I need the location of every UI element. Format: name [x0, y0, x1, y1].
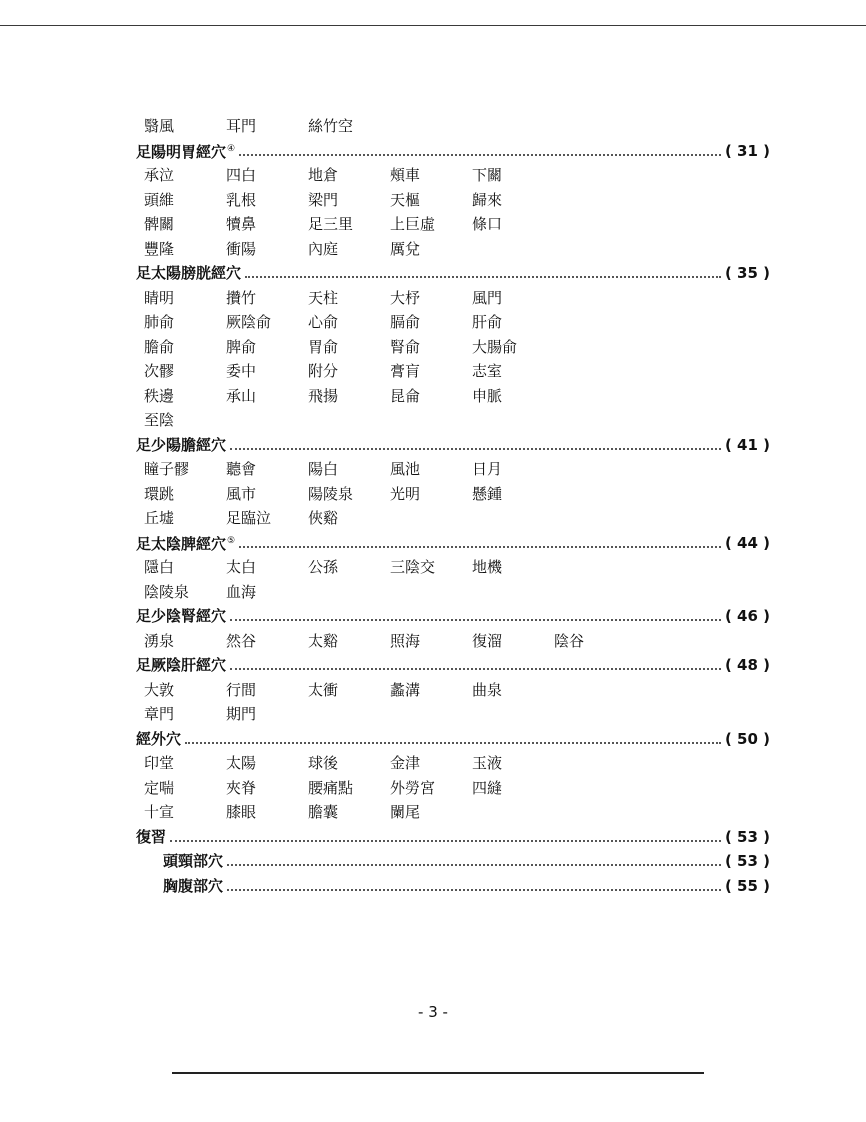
acupoint-name: 聽會 [226, 460, 257, 478]
acupoint-row [136, 800, 770, 825]
acupoint-row [136, 776, 770, 801]
acupoint-name: 膈俞 [390, 313, 421, 331]
toc-entry [136, 849, 770, 874]
dot-leader [239, 154, 721, 156]
dot-leader [227, 864, 721, 866]
acupoint-name: 大腸俞 [472, 337, 518, 356]
acupoint-name: 十宣 [144, 803, 175, 821]
acupoint-name: 懸鍾 [472, 484, 503, 503]
dot-leader [185, 742, 721, 744]
acupoint-name: 大敦 [144, 680, 175, 699]
page-reference: ( 50 ) [724, 729, 770, 748]
acupoint-name: 攢竹 [226, 288, 257, 307]
acupoint-name: 厲兌 [390, 239, 421, 258]
page-reference: ( 55 ) [724, 876, 770, 895]
acupoint-name: 陰谷 [554, 631, 585, 650]
acupoint-name: 期門 [226, 705, 257, 723]
section-title [136, 653, 226, 678]
acupoint-name: 天柱 [308, 288, 339, 307]
toc-entry-line [136, 825, 770, 850]
section-title [163, 874, 223, 899]
acupoint-name: 足三里 [308, 215, 354, 233]
acupoint-name: 膽囊 [308, 803, 339, 821]
dot-leader [230, 448, 721, 450]
section-title-text: 足少陽膽經穴 [136, 435, 227, 454]
dot-leader [230, 619, 721, 621]
toc-entry-line [136, 529, 770, 557]
acupoint-row [136, 163, 770, 188]
acupoint-row [136, 212, 770, 237]
acupoint-name: 血海 [226, 582, 257, 601]
acupoint-row [136, 555, 770, 580]
toc-entry-line [136, 433, 770, 458]
table-of-contents [136, 114, 770, 898]
acupoint-row [136, 482, 770, 507]
acupoint-name: 肝俞 [472, 313, 503, 331]
section-title-text: 足厥陰肝經穴 [136, 656, 227, 674]
acupoint-row [136, 678, 770, 703]
toc-entry-line [136, 727, 770, 752]
acupoint-row [136, 286, 770, 311]
toc-entry-line [136, 849, 770, 874]
bottom-rule [172, 1072, 704, 1074]
acupoint-row [136, 702, 770, 727]
acupoint-name: 次髎 [144, 362, 175, 380]
acupoint-name: 外勞宮 [390, 778, 436, 797]
acupoint-name: 陽白 [308, 460, 339, 478]
acupoint-name: 膽俞 [144, 337, 175, 356]
acupoint-row [136, 359, 770, 384]
section-title-text: 足太陽膀胱經穴 [136, 264, 242, 282]
page-reference: ( 48 ) [724, 656, 770, 674]
toc-entry-line [136, 604, 770, 629]
acupoint-name: 太衝 [308, 680, 339, 699]
acupoint-row [136, 629, 770, 654]
acupoint-name: 闌尾 [390, 803, 421, 821]
section-title-text: 復習 [136, 827, 167, 846]
acupoint-name: 太陽 [226, 754, 257, 772]
acupoint-name: 蠡溝 [390, 680, 421, 699]
toc-entry [136, 531, 770, 556]
toc-entry [136, 874, 770, 899]
acupoint-name: 太白 [226, 558, 257, 576]
acupoint-name: 犢鼻 [226, 215, 257, 233]
acupoint-name: 四白 [226, 166, 257, 184]
acupoint-name: 印堂 [144, 754, 175, 772]
acupoint-name: 絲竹空 [308, 117, 354, 135]
acupoint-name: 胃俞 [308, 337, 339, 356]
acupoint-row [136, 580, 770, 605]
acupoint-name: 膝眼 [226, 803, 257, 821]
section-title [136, 825, 166, 850]
acupoint-name: 地倉 [308, 166, 339, 184]
acupoint-name: 太谿 [308, 631, 339, 650]
acupoint-name: 條口 [472, 215, 503, 233]
acupoint-name: 衝陽 [226, 239, 257, 258]
acupoint-name: 至陰 [144, 411, 175, 429]
acupoint-row [136, 457, 770, 482]
section-title-text: 足少陰腎經穴 [136, 607, 227, 625]
toc-entry [136, 139, 770, 164]
acupoint-name: 歸來 [472, 190, 503, 209]
acupoint-name: 風池 [390, 460, 421, 478]
acupoint-name: 腎俞 [390, 337, 421, 356]
acupoint-name: 內庭 [308, 239, 339, 258]
acupoint-name: 夾脊 [226, 778, 257, 797]
acupoint-name: 翳風 [144, 117, 175, 135]
acupoint-row [136, 506, 770, 531]
acupoint-name: 髀關 [144, 215, 175, 233]
acupoint-name: 承泣 [144, 166, 175, 184]
acupoint-name: 風市 [226, 484, 257, 503]
toc-entry [136, 825, 770, 850]
acupoint-name: 球後 [308, 754, 339, 772]
toc-entry-line [136, 874, 770, 899]
acupoint-row [136, 310, 770, 335]
acupoint-name: 心俞 [308, 313, 339, 331]
page-reference: ( 53 ) [724, 852, 770, 870]
acupoint-name: 行間 [226, 680, 257, 699]
dot-leader [170, 840, 721, 842]
acupoint-name: 曲泉 [472, 680, 503, 699]
toc-entry-line [136, 261, 770, 286]
acupoint-name: 腰痛點 [308, 778, 354, 797]
dot-leader [227, 889, 721, 891]
acupoint-name: 膏肓 [390, 362, 421, 380]
acupoint-name: 委中 [226, 362, 257, 380]
acupoint-name: 申脈 [472, 386, 503, 405]
acupoint-name: 頰車 [390, 166, 421, 184]
page-reference: ( 44 ) [724, 533, 770, 552]
acupoint-name: 照海 [390, 631, 421, 650]
acupoint-name: 附分 [308, 362, 339, 380]
acupoint-name: 飛揚 [308, 386, 339, 405]
acupoint-name: 隱白 [144, 558, 175, 576]
acupoint-name: 昆侖 [390, 386, 421, 405]
acupoint-name: 地機 [472, 558, 503, 576]
acupoint-name: 金津 [390, 754, 421, 772]
dot-leader [245, 276, 721, 278]
page-reference: ( 53 ) [724, 827, 770, 846]
acupoint-row [136, 751, 770, 776]
acupoint-name: 陰陵泉 [144, 582, 190, 601]
section-title-text: 胸腹部穴 [163, 876, 224, 895]
toc-entry [136, 261, 770, 286]
top-rule [0, 25, 866, 26]
acupoint-name: 秩邊 [144, 386, 175, 405]
acupoint-name: 睛明 [144, 288, 175, 307]
toc-entry [136, 653, 770, 678]
toc-entry [136, 433, 770, 458]
section-title [163, 849, 223, 874]
section-title [136, 727, 181, 752]
acupoint-name: 志室 [472, 362, 503, 380]
acupoint-row [136, 188, 770, 213]
section-title [136, 529, 235, 557]
acupoint-name: 四縫 [472, 778, 503, 797]
acupoint-name: 頭維 [144, 190, 175, 209]
section-title-text: 足太陰脾經穴 [136, 535, 227, 553]
page-reference: ( 46 ) [724, 607, 770, 625]
dot-leader [239, 546, 721, 548]
acupoint-name: 定喘 [144, 778, 175, 797]
acupoint-name: 湧泉 [144, 631, 175, 650]
page-reference: ( 31 ) [724, 141, 770, 160]
acupoint-name: 承山 [226, 386, 257, 405]
toc-entry [136, 727, 770, 752]
acupoint-name: 公孫 [308, 558, 339, 576]
toc-entry [136, 604, 770, 629]
acupoint-row [136, 335, 770, 360]
acupoint-name: 梁門 [308, 190, 339, 209]
acupoint-name: 日月 [472, 460, 503, 478]
section-title [136, 604, 226, 629]
page-number: - 3 - [418, 1003, 448, 1021]
footnote-marker: ⑤ [227, 536, 236, 546]
acupoint-name: 豐隆 [144, 239, 175, 258]
acupoint-name: 風門 [472, 288, 503, 307]
acupoint-name: 瞳子髎 [144, 460, 190, 478]
acupoint-name: 厥陰俞 [226, 313, 272, 331]
acupoint-name: 三陰交 [390, 558, 436, 576]
section-title-text: 經外穴 [136, 729, 182, 748]
acupoint-name: 大杼 [390, 288, 421, 307]
acupoint-name: 復溜 [472, 631, 503, 650]
acupoint-name: 然谷 [226, 631, 257, 650]
acupoint-name: 環跳 [144, 484, 175, 503]
acupoint-name: 下關 [472, 166, 503, 184]
acupoint-name: 足臨泣 [226, 509, 272, 527]
acupoint-name: 光明 [390, 484, 421, 503]
acupoint-name: 丘墟 [144, 509, 175, 527]
acupoint-name: 上巨虛 [390, 215, 436, 233]
page-reference: ( 41 ) [724, 435, 770, 454]
section-title-text: 頭頸部穴 [163, 852, 224, 870]
acupoint-row [136, 408, 770, 433]
page-reference: ( 35 ) [724, 264, 770, 282]
acupoint-name: 陽陵泉 [308, 484, 354, 503]
acupoint-row [136, 237, 770, 262]
footnote-marker: ④ [227, 144, 236, 154]
acupoint-row [136, 384, 770, 409]
acupoint-row [136, 114, 770, 139]
acupoint-name: 耳門 [226, 117, 257, 135]
acupoint-name: 天樞 [390, 190, 421, 209]
acupoint-name: 俠谿 [308, 509, 339, 527]
acupoint-name: 乳根 [226, 190, 257, 209]
section-title [136, 137, 235, 165]
section-title [136, 261, 241, 286]
toc-entry-line [136, 137, 770, 165]
acupoint-name: 脾俞 [226, 337, 257, 356]
section-title-text: 足陽明胃經穴 [136, 143, 227, 161]
dot-leader [230, 668, 721, 670]
acupoint-name: 章門 [144, 705, 175, 723]
section-title [136, 433, 226, 458]
toc-entry-line [136, 653, 770, 678]
acupoint-name: 肺俞 [144, 313, 175, 331]
acupoint-name: 玉液 [472, 754, 503, 772]
